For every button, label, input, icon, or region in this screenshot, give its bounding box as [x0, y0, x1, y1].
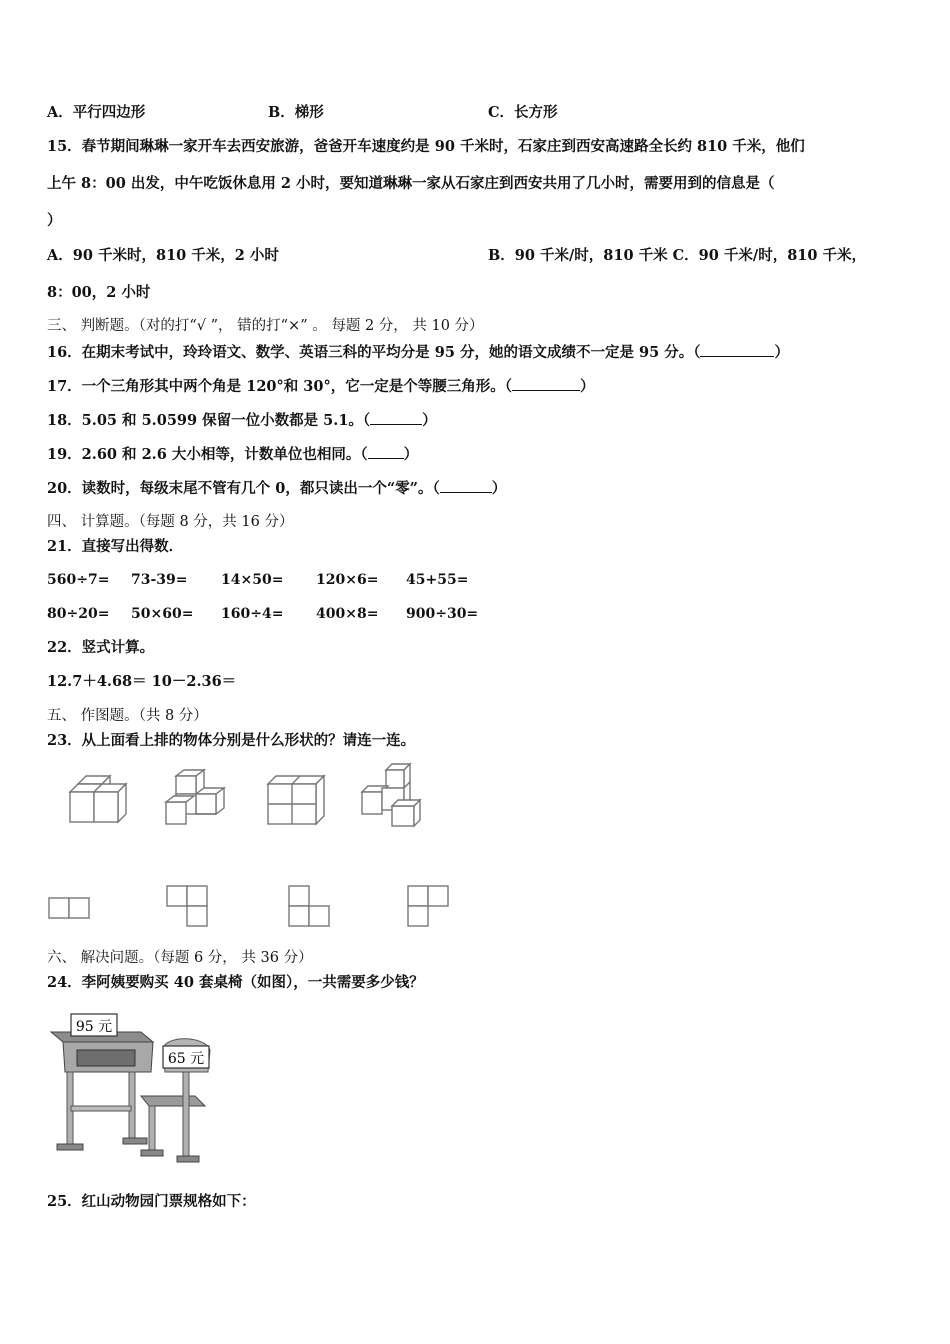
q17	[47, 376, 594, 397]
chair-leg-back	[183, 1072, 189, 1158]
q16-text: 16．在期末考试中，玲玲语文、数学、英语三科的平均分是 95 分，她的语文成绩不一定是 95 分。（	[47, 344, 701, 361]
q17-text: 17．一个三角形其中两个角是 120°和 30°，它一定是个等腰三角形。（	[47, 378, 512, 395]
chair-foot-front	[141, 1150, 163, 1156]
calc-r2-c2: 50×60=	[131, 606, 194, 622]
top-view-1	[48, 895, 93, 921]
q15-line3: ）	[47, 212, 62, 229]
q19-answer-blank[interactable]	[368, 444, 404, 459]
q16	[47, 342, 789, 363]
q21: 21．直接写出得数．	[47, 538, 184, 555]
section4-title: 四、 计算题。（每题 8 分，共 16 分）	[47, 514, 294, 530]
q18-answer-blank[interactable]	[370, 410, 422, 425]
calc-r1-c5: 45+55=	[406, 572, 469, 588]
q19	[47, 444, 418, 465]
desk-leg-right	[129, 1072, 135, 1138]
desk-drawer	[77, 1050, 135, 1066]
desk-price: 95 元	[75, 1019, 113, 1035]
chair-price: 65 元	[167, 1051, 205, 1067]
calc-r2-c1: 80÷20=	[47, 606, 110, 622]
q19-text: 19．2.60 和 2.6 大小相等，计数单位也相同。（	[47, 446, 368, 463]
desk-foot-right	[123, 1138, 147, 1144]
top-view-2	[166, 885, 211, 931]
chair-foot-back	[177, 1156, 199, 1162]
section3-title: 三、 判断题。（对的打“√ ”， 错的打“×” 。 每题 2 分， 共 10 分）	[47, 318, 484, 334]
q24: 24．李阿姨要购买 40 套桌椅（如图），一共需要多少钱？	[47, 974, 424, 991]
cube-figure-3	[262, 770, 332, 830]
cube-figure-2	[160, 768, 230, 830]
calc-r1-c3: 14×50=	[221, 572, 284, 588]
cube-figure-1	[60, 770, 130, 830]
top-view-4	[406, 885, 454, 931]
q20-text: 20．读数时，每级末尾不管有几个 0，都只读出一个“零”。（	[47, 480, 440, 497]
calc-r2-c3: 160÷4=	[221, 606, 284, 622]
section6-title: 六、 解决问题。（每题 6 分， 共 36 分）	[47, 950, 313, 966]
calc-r1-c4: 120×6=	[316, 572, 379, 588]
q22: 22．竖式计算。	[47, 639, 155, 656]
calc-r2-c4: 400×8=	[316, 606, 379, 622]
section5-title: 五、 作图题。（共 8 分）	[47, 708, 208, 724]
q15-option-bc: B．90 千米/时，810 千米 C．90 千米/时，810 千米，	[488, 247, 867, 264]
q17-answer-blank[interactable]	[512, 376, 580, 391]
q16-close: ）	[774, 344, 789, 361]
desk-crossbar	[71, 1106, 131, 1111]
q18	[47, 410, 437, 431]
q14-option-a: A．平行四边形	[47, 104, 146, 121]
desk-chair-illustration	[45, 1010, 230, 1170]
q14-option-b: B．梯形	[268, 104, 324, 121]
q22-items: 12.7＋4.68＝ 10－2.36＝	[47, 673, 237, 690]
q18-close: ）	[422, 412, 437, 429]
top-view-3	[285, 885, 333, 931]
calc-r2-c5: 900÷30=	[406, 606, 479, 622]
q16-answer-blank[interactable]	[700, 342, 774, 357]
chair-seat	[141, 1096, 205, 1106]
q17-close: ）	[579, 378, 595, 395]
desk-foot-left	[57, 1144, 83, 1150]
chair-leg-front	[149, 1106, 155, 1152]
calc-r1-c2: 73-39=	[131, 572, 188, 588]
calc-r1-c1: 560÷7=	[47, 572, 110, 588]
q20-close: ）	[491, 480, 507, 497]
q15-option-a: A．90 千米时，810 千米，2 小时	[47, 247, 279, 264]
q23: 23．从上面看上排的物体分别是什么形状的？请连一连。	[47, 732, 416, 749]
cube-figure-4	[356, 762, 428, 830]
q25: 25．红山动物园门票规格如下：	[47, 1193, 256, 1210]
q20	[47, 478, 506, 499]
q15-line1: 15．春节期间琳琳一家开车去西安旅游，爸爸开车速度约是 90 千米时，石家庄到西安高速路全长约 810 千米，他们	[47, 138, 805, 155]
q14-option-c: C．长方形	[488, 104, 558, 121]
q20-answer-blank[interactable]	[440, 478, 492, 493]
q18-text: 18．5.05 和 5.0599 保留一位小数都是 5.1。（	[47, 412, 371, 429]
q19-close: ）	[403, 446, 419, 463]
q15-option-c-cont: 8：00，2 小时	[47, 284, 151, 301]
q15-line2: 上午 8：00 出发，中午吃饭休息用 2 小时，要知道琳琳一家从石家庄到西安共用了几小时，需要用到的信息是（	[47, 175, 775, 192]
